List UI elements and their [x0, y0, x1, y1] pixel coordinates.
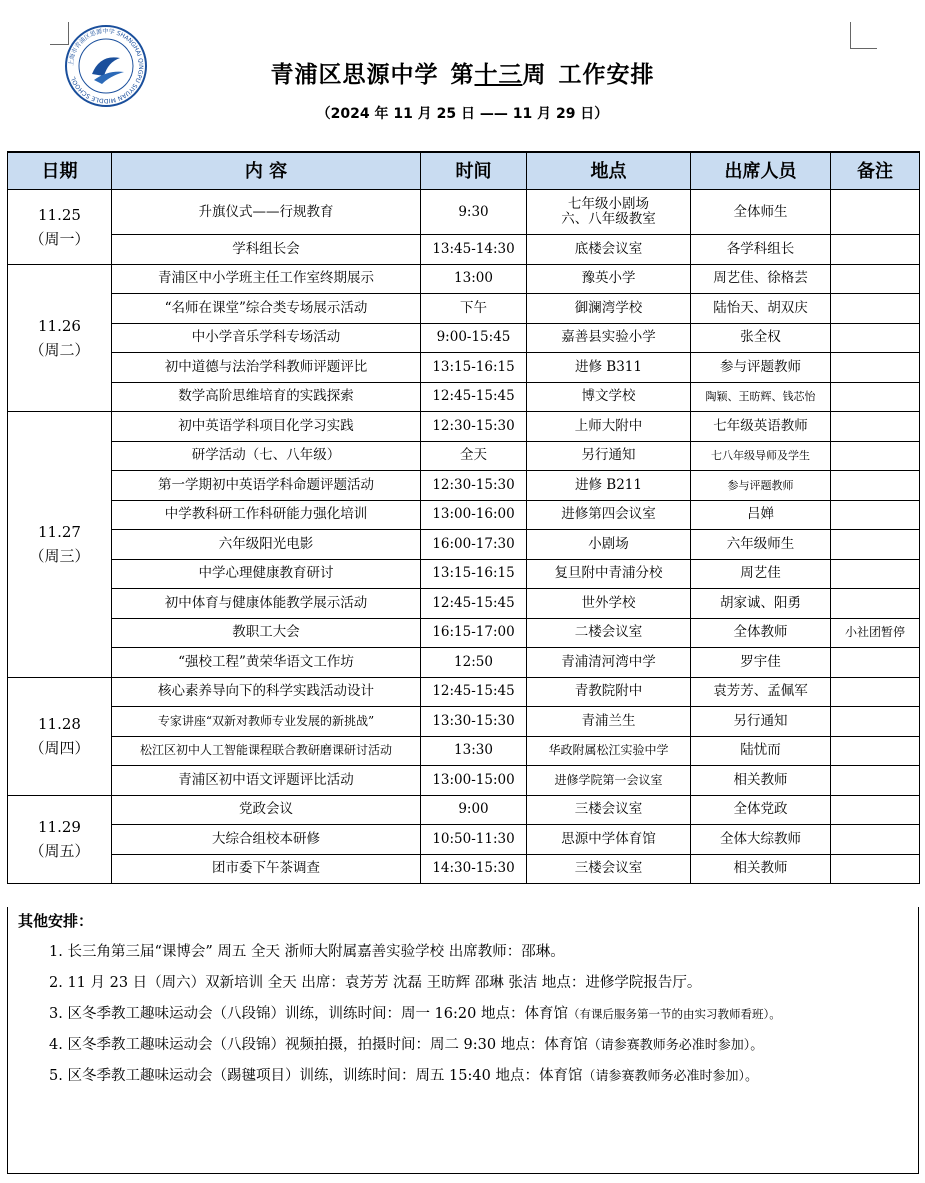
content-cell: 学科组长会 [112, 235, 421, 265]
content-cell: 研学活动（七、八年级） [112, 441, 421, 471]
date-cell [8, 264, 112, 412]
note-cell [831, 412, 920, 442]
content-cell: 教职工大会 [112, 618, 421, 648]
time-cell: 13:00 [421, 264, 527, 294]
title-school: 青浦区思源中学 [270, 61, 439, 88]
note-cell [831, 471, 920, 501]
people-cell: 七年级英语教师 [691, 412, 831, 442]
table-row [8, 471, 920, 501]
note-cell [831, 530, 920, 560]
content-cell: 青浦区初中语文评题评比活动 [112, 766, 421, 796]
time-cell: 9:00 [421, 795, 527, 825]
people-cell: 吕婵 [691, 500, 831, 530]
content-cell: 初中英语学科项目化学习实践 [112, 412, 421, 442]
people-cell: 全体师生 [691, 190, 831, 235]
time-cell: 13:30-15:30 [421, 707, 527, 737]
table-row [8, 559, 920, 589]
content-cell: 核心素养导向下的科学实践活动设计 [112, 677, 421, 707]
place-cell: 小剧场 [527, 530, 691, 560]
note-cell [831, 190, 920, 235]
content-cell: 初中体育与健康体能教学展示活动 [112, 589, 421, 619]
title-week: 第十三周 [450, 61, 547, 88]
place-cell: 进修第四会议室 [527, 500, 691, 530]
time-cell: 下午 [421, 294, 527, 324]
time-cell: 16:15-17:00 [421, 618, 527, 648]
content-cell: “名师在课堂”综合类专场展示活动 [112, 294, 421, 324]
place-line: 七年级小剧场 [568, 196, 649, 212]
table-row [8, 589, 920, 619]
people-cell: 陆忧而 [691, 736, 831, 766]
date-cell [8, 190, 112, 265]
time-cell: 9:30 [421, 190, 527, 235]
note-cell [831, 294, 920, 324]
date-value: 11.28 [38, 715, 81, 733]
table-row [8, 353, 920, 383]
time-cell: 12:50 [421, 648, 527, 678]
time-cell: 16:00-17:30 [421, 530, 527, 560]
time-cell: 9:00-15:45 [421, 323, 527, 353]
table-row [8, 795, 920, 825]
header-note: 备注 [831, 152, 920, 190]
note-cell [831, 235, 920, 265]
table-row [8, 412, 920, 442]
content-cell: 中学心理健康教育研讨 [112, 559, 421, 589]
people-cell: 六年级师生 [691, 530, 831, 560]
date-cell [8, 412, 112, 678]
time-cell: 10:50-11:30 [421, 825, 527, 855]
people-cell: 相关教师 [691, 766, 831, 796]
header-time: 时间 [421, 152, 527, 190]
list-item: 1. 长三角第三届“课博会” 周五 全天 浙师大附属嘉善实验学校 出席教师：邵琳。 [49, 944, 565, 960]
table-row [8, 530, 920, 560]
place-cell: 思源中学体育馆 [527, 825, 691, 855]
header-content: 内 容 [112, 152, 421, 190]
weekday-value: （周四） [29, 739, 90, 757]
note-cell [831, 559, 920, 589]
place-cell: 进修 B311 [527, 353, 691, 383]
note-cell [831, 264, 920, 294]
time-cell: 12:45-15:45 [421, 382, 527, 412]
people-cell: 参与评题教师 [691, 353, 831, 383]
weekday-value: （周五） [29, 842, 90, 861]
content-cell: “强校工程”黄荣华语文工作坊 [112, 648, 421, 678]
content-cell: 大综合组校本研修 [112, 825, 421, 855]
place-cell: 二楼会议室 [527, 618, 691, 648]
schedule-table [7, 151, 920, 884]
place-cell: 青浦兰生 [527, 707, 691, 737]
note-cell [831, 441, 920, 471]
table-row [8, 190, 920, 235]
people-cell: 各学科组长 [691, 235, 831, 265]
note-cell [831, 648, 920, 678]
note-cell [831, 825, 920, 855]
svg-text:上海市青浦区思源中学 SHANGHAI QINGPU SIY: 上海市青浦区思源中学 SHANGHAI QINGPU SIYUAN MIDDLE SCHOOL [67, 27, 145, 105]
table-row [8, 294, 920, 324]
title-tail: 工作安排 [558, 61, 655, 88]
place-cell: 青浦清河湾中学 [527, 648, 691, 678]
date-cell [8, 795, 112, 884]
note-cell [831, 500, 920, 530]
time-cell: 全天 [421, 441, 527, 471]
table-header-row [8, 152, 920, 190]
other-arrangements [7, 907, 919, 1174]
date-value: 11.27 [38, 523, 81, 542]
content-cell: 松江区初中人工智能课程联合教研磨课研讨活动 [112, 736, 421, 766]
place-cell: 另行通知 [527, 441, 691, 471]
table-row [8, 500, 920, 530]
content-cell: 青浦区中小学班主任工作室终期展示 [112, 264, 421, 294]
place-cell: 御澜湾学校 [527, 294, 691, 324]
place-cell: 复旦附中青浦分校 [527, 559, 691, 589]
place-cell: 三楼会议室 [527, 795, 691, 825]
content-cell: 升旗仪式——行规教育 [112, 190, 421, 235]
table-row [8, 382, 920, 412]
date-value: 11.26 [38, 316, 81, 335]
place-cell: 豫英小学 [527, 264, 691, 294]
note-cell [831, 766, 920, 796]
place-cell: 青教院附中 [527, 677, 691, 707]
place-cell: 进修学院第一会议室 [527, 766, 691, 796]
content-cell: 数学高阶思维培育的实践探索 [112, 382, 421, 412]
header-place: 地点 [527, 152, 691, 190]
time-cell: 12:30-15:30 [421, 412, 527, 442]
place-cell: 底楼会议室 [527, 235, 691, 265]
time-cell: 12:45-15:45 [421, 677, 527, 707]
other-title: 其他安排： [18, 912, 94, 930]
list-item: 5. 区冬季教工趣味运动会（踢毽项目）训练，训练时间：周五 15:40 地点：体育馆（请参赛教师务必准时参加）。 [49, 1068, 758, 1084]
people-cell: 七八年级导师及学生 [691, 441, 831, 471]
note-cell [831, 382, 920, 412]
table-row [8, 323, 920, 353]
place-cell: 嘉善县实验小学 [527, 323, 691, 353]
time-cell: 13:15-16:15 [421, 353, 527, 383]
table-row [8, 441, 920, 471]
place-cell: 世外学校 [527, 589, 691, 619]
weekday-value: （周二） [29, 340, 90, 359]
list-item: 4. 区冬季教工趣味运动会（八段锦）视频拍摄，拍摄时间：周二 9:30 地点：体育馆（请参赛教师务必准时参加）。 [49, 1037, 764, 1053]
people-cell: 参与评题教师 [691, 471, 831, 501]
note-cell [831, 353, 920, 383]
place-cell: 三楼会议室 [527, 854, 691, 884]
crop-mark-top-right [850, 22, 877, 49]
note-cell [831, 795, 920, 825]
table-row [8, 618, 920, 648]
place-cell: 博文学校 [527, 382, 691, 412]
time-cell: 13:45-14:30 [421, 235, 527, 265]
place-cell [527, 190, 691, 235]
time-cell: 13:15-16:15 [421, 559, 527, 589]
people-cell: 全体党政 [691, 795, 831, 825]
people-cell: 陶颖、王昉辉、钱芯怡 [691, 382, 831, 412]
date-range: （2024 年 11 月 25 日 —— 11 月 29 日） [316, 106, 609, 122]
time-cell: 14:30-15:30 [421, 854, 527, 884]
note-cell [831, 854, 920, 884]
table-row [8, 766, 920, 796]
content-cell: 六年级阳光电影 [112, 530, 421, 560]
people-cell: 袁芳芳、孟佩军 [691, 677, 831, 707]
list-item: 3. 区冬季教工趣味运动会（八段锦）训练，训练时间：周一 16:20 地点：体育馆（有课后服务第一节的由实习教师看班）。 [49, 1006, 781, 1022]
time-cell: 12:30-15:30 [421, 471, 527, 501]
date-cell [8, 677, 112, 795]
content-cell: 初中道德与法治学科教师评题评比 [112, 353, 421, 383]
people-cell: 全体教师 [691, 618, 831, 648]
date-value: 11.25 [38, 205, 81, 224]
table-row [8, 648, 920, 678]
time-cell: 13:00-16:00 [421, 500, 527, 530]
table-row [8, 264, 920, 294]
note-cell [831, 323, 920, 353]
list-item: 2. 11 月 23 日（周六）双新培训 全天 出席：袁芳芳 沈磊 王昉辉 邵琳 张洁 地点：进修学院报告厅。 [49, 975, 702, 991]
date-value: 11.29 [38, 818, 81, 837]
table-row [8, 825, 920, 855]
note-cell: 小社团暂停 [831, 618, 920, 648]
page-title [0, 56, 925, 89]
people-cell: 张全权 [691, 323, 831, 353]
table-row [8, 235, 920, 265]
weekday-value: （周一） [29, 229, 90, 248]
table-row [8, 707, 920, 737]
place-cell: 上师大附中 [527, 412, 691, 442]
people-cell: 全体大综教师 [691, 825, 831, 855]
note-cell [831, 707, 920, 737]
table-row [8, 736, 920, 766]
content-cell: 党政会议 [112, 795, 421, 825]
time-cell: 12:45-15:45 [421, 589, 527, 619]
people-cell: 周艺佳 [691, 559, 831, 589]
content-cell: 团市委下午茶调查 [112, 854, 421, 884]
note-cell [831, 589, 920, 619]
people-cell: 陆怡天、胡双庆 [691, 294, 831, 324]
content-cell: 专家讲座“双新对教师专业发展的新挑战” [112, 707, 421, 737]
weekday-value: （周三） [29, 547, 90, 566]
table-row [8, 677, 920, 707]
people-cell: 罗宇佳 [691, 648, 831, 678]
other-list [49, 939, 915, 1094]
header-people: 出席人员 [691, 152, 831, 190]
people-cell: 胡家诚、阳勇 [691, 589, 831, 619]
place-cell: 进修 B211 [527, 471, 691, 501]
place-cell: 华政附属松江实验中学 [527, 736, 691, 766]
people-cell: 相关教师 [691, 854, 831, 884]
content-cell: 第一学期初中英语学科命题评题活动 [112, 471, 421, 501]
note-cell [831, 677, 920, 707]
content-cell: 中学教科研工作科研能力强化培训 [112, 500, 421, 530]
time-cell: 13:30 [421, 736, 527, 766]
table-row [8, 854, 920, 884]
people-cell: 另行通知 [691, 707, 831, 737]
people-cell: 周艺佳、徐格芸 [691, 264, 831, 294]
place-line: 六、八年级教室 [561, 211, 656, 227]
content-cell: 中小学音乐学科专场活动 [112, 323, 421, 353]
note-cell [831, 736, 920, 766]
time-cell: 13:00-15:00 [421, 766, 527, 796]
header-date: 日期 [8, 152, 112, 190]
